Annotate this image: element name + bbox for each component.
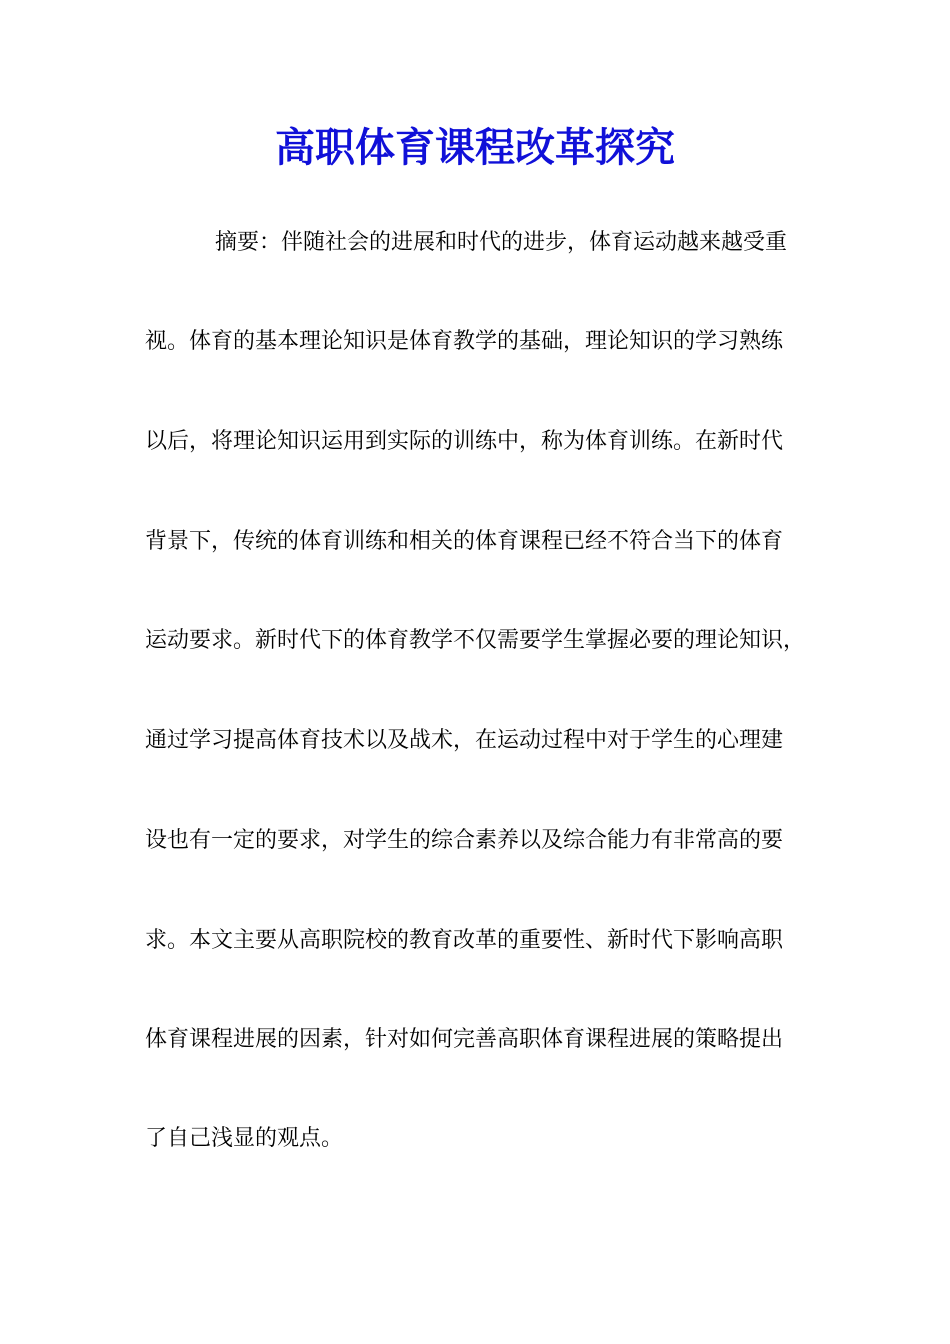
abstract-line: 通过学习提高体育技术以及战术，在运动过程中对于学生的心理建 [145, 728, 784, 753]
abstract-line: 设也有一定的要求，对学生的综合素养以及综合能力有非常高的要 [145, 828, 784, 853]
abstract-line: 视。体育的基本理论知识是体育教学的基础，理论知识的学习熟练 [145, 329, 784, 354]
abstract-line: 求。本文主要从高职院校的教育改革的重要性、新时代下影响高职 [145, 928, 784, 953]
abstract-line: 了自己浅显的观点。 [145, 1126, 344, 1151]
abstract-line: 背景下，传统的体育训练和相关的体育课程已经不符合当下的体育 [145, 529, 784, 554]
abstract-line: 运动要求。新时代下的体育教学不仅需要学生掌握必要的理论知识， [145, 628, 806, 653]
document-title: 高职体育课程改革探究 [275, 124, 675, 171]
abstract-line: 体育课程进展的因素，针对如何完善高职体育课程进展的策略提出 [145, 1027, 784, 1052]
abstract-line: 摘要：伴随社会的进展和时代的进步，体育运动越来越受重 [215, 230, 788, 255]
abstract-line: 以后，将理论知识运用到实际的训练中，称为体育训练。在新时代 [145, 429, 784, 454]
